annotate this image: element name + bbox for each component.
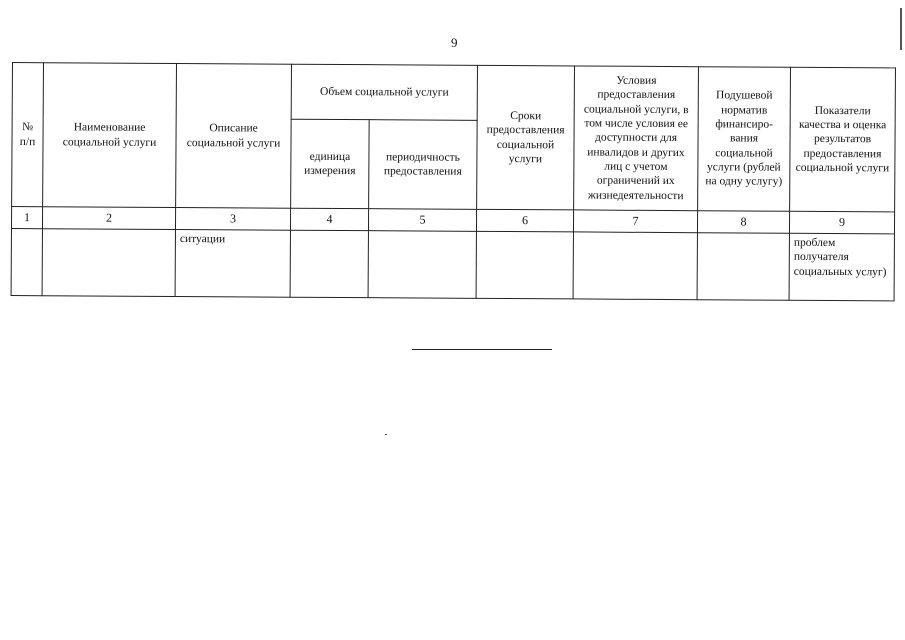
- header-description: Описание социальной услуги: [176, 64, 292, 209]
- cell-normative: [697, 233, 789, 301]
- column-number: 3: [175, 208, 290, 231]
- header-name: Наименование социальной услуги: [43, 63, 177, 208]
- header-indicators: Показатели качества и оценка результатов предоставления социальной услуги: [790, 67, 896, 212]
- column-number: 8: [697, 211, 789, 234]
- header-unit: единица измерения: [291, 119, 370, 208]
- column-number: 6: [476, 209, 573, 232]
- header-terms: Сроки предоставления социальной услуги: [477, 65, 575, 210]
- table-row: [11, 228, 894, 300]
- cell-periodicity: [368, 231, 476, 299]
- cell-conditions: [573, 232, 697, 300]
- header-row-top: [12, 63, 895, 123]
- cell-terms: [476, 231, 573, 299]
- separator-line: [412, 349, 552, 350]
- page-number: 9: [451, 35, 458, 50]
- header-periodicity: периодичность предоставления: [369, 120, 478, 210]
- column-number: 9: [789, 211, 894, 234]
- cell-indicators: проблем получателя социальных услуг): [789, 233, 894, 301]
- header-normative: Подушевой норматив финансиро-вания социальной услуги (рублей на одну услугу): [698, 67, 791, 212]
- cell-unit: [290, 230, 368, 297]
- services-table: [11, 62, 896, 301]
- column-number: 7: [573, 210, 697, 233]
- cell-description: ситуации: [175, 230, 290, 298]
- column-number: 1: [11, 207, 42, 229]
- header-volume: Объем социальной услуги: [291, 64, 477, 120]
- header-num: № п/п: [12, 63, 44, 207]
- cell-name: [42, 229, 175, 297]
- scan-edge-mark: [900, 8, 902, 50]
- column-number: 2: [42, 207, 175, 230]
- column-number: 4: [290, 208, 368, 230]
- header-conditions: Условия предоставления социальной услуги, в том числе условия ее доступности для инвалидов и других лиц с учетом ограничений их жизнедеятельности: [574, 66, 699, 211]
- column-number: 5: [368, 209, 476, 232]
- scan-dot: [385, 434, 387, 435]
- cell-num: [11, 228, 42, 295]
